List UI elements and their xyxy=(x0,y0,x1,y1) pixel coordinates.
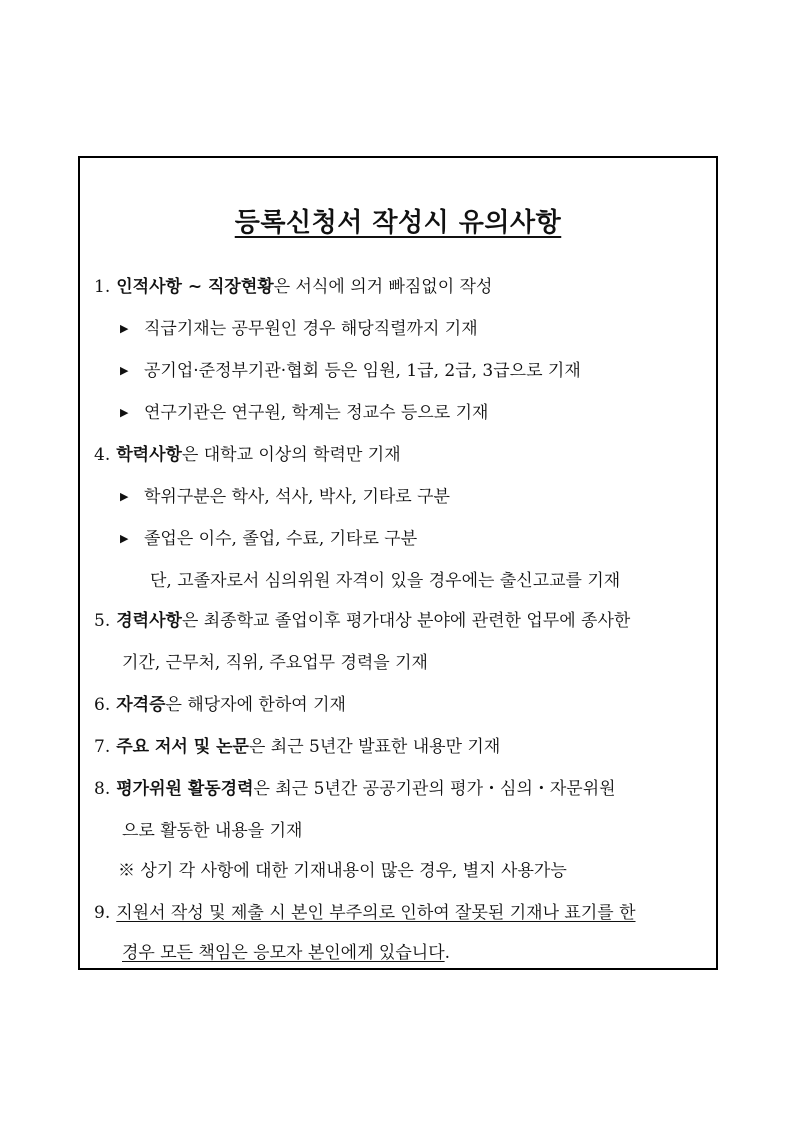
item-5 xyxy=(94,610,630,632)
sub-item-text: 연구기관은 연구원, 학계는 정교수 등으로 기재 xyxy=(144,403,489,423)
sub-item xyxy=(120,402,488,424)
page-title: 등록신청서 작성시 유의사항 xyxy=(234,208,562,238)
item-text: 은 해당자에 한하여 기재 xyxy=(165,695,346,715)
item-continuation: 기간, 근무처, 직위, 주요업무 경력을 기재 xyxy=(122,653,428,673)
note-text: ※ 상기 각 사항에 대한 기재내용이 많은 경우, 별지 사용가능 xyxy=(118,861,567,881)
item-heading: 주요 저서 및 논문 xyxy=(116,737,249,757)
item-heading: 자격증 xyxy=(116,695,166,715)
item-number: 9. xyxy=(94,903,111,923)
sub-item-text: 직급기재는 공무원인 경우 해당직렬까지 기재 xyxy=(144,319,478,339)
item-text: 은 대학교 이상의 학력만 기재 xyxy=(181,445,401,465)
sub-item xyxy=(120,528,417,550)
item-text: 은 최근 5년간 발표한 내용만 기재 xyxy=(248,737,501,757)
item-9 xyxy=(94,902,636,924)
triangle-right-icon: ▶ xyxy=(120,532,129,545)
item-number: 7. xyxy=(94,737,111,757)
sub-item xyxy=(120,486,450,508)
item-7 xyxy=(94,736,500,758)
sub-item-text: 졸업은 이수, 졸업, 수료, 기타로 구분 xyxy=(144,529,418,549)
item-4 xyxy=(94,444,401,466)
triangle-right-icon: ▶ xyxy=(120,490,129,503)
triangle-right-icon: ▶ xyxy=(120,322,129,335)
warning-text: 지원서 작성 및 제출 시 본인 부주의로 인하여 잘못된 기재나 표기를 한 xyxy=(116,903,636,923)
item-text: 은 최종학교 졸업이후 평가대상 분야에 관련한 업무에 종사한 xyxy=(181,611,631,631)
item-heading: 학력사항 xyxy=(116,445,182,465)
notice-box xyxy=(78,156,718,970)
item-text: 은 서식에 의거 빠짐없이 작성 xyxy=(273,277,493,297)
sub-item-text: 학위구분은 학사, 석사, 박사, 기타로 구분 xyxy=(144,487,450,507)
item-8 xyxy=(94,778,616,800)
period: . xyxy=(444,943,451,963)
item-text: 은 최근 5년간 공공기관의 평가・심의・자문위원 xyxy=(253,779,616,799)
triangle-right-icon: ▶ xyxy=(120,406,129,419)
item-number: 1. xyxy=(94,277,111,297)
item-heading: 인적사항 ~ 직장현황 xyxy=(116,277,274,297)
item-continuation: 으로 활동한 내용을 기재 xyxy=(122,821,303,841)
item-number: 6. xyxy=(94,695,111,715)
item-heading: 경력사항 xyxy=(116,611,182,631)
item-heading: 평가위원 활동경력 xyxy=(116,779,254,799)
item-number: 5. xyxy=(94,611,111,631)
sub-item-text: 공기업·준정부기관·협회 등은 임원, 1급, 2급, 3급으로 기재 xyxy=(144,361,581,381)
sub-item xyxy=(120,360,581,382)
sub-item-continuation: 단, 고졸자로서 심의위원 자격이 있을 경우에는 출신고교를 기재 xyxy=(150,571,621,591)
item-number: 8. xyxy=(94,779,111,799)
sub-item xyxy=(120,318,478,340)
item-1 xyxy=(94,276,492,298)
warning-text: 경우 모든 책임은 응모자 본인에게 있습니다 xyxy=(122,943,445,963)
item-continuation xyxy=(122,942,450,964)
item-6 xyxy=(94,694,346,716)
item-number: 4. xyxy=(94,445,111,465)
triangle-right-icon: ▶ xyxy=(120,364,129,377)
